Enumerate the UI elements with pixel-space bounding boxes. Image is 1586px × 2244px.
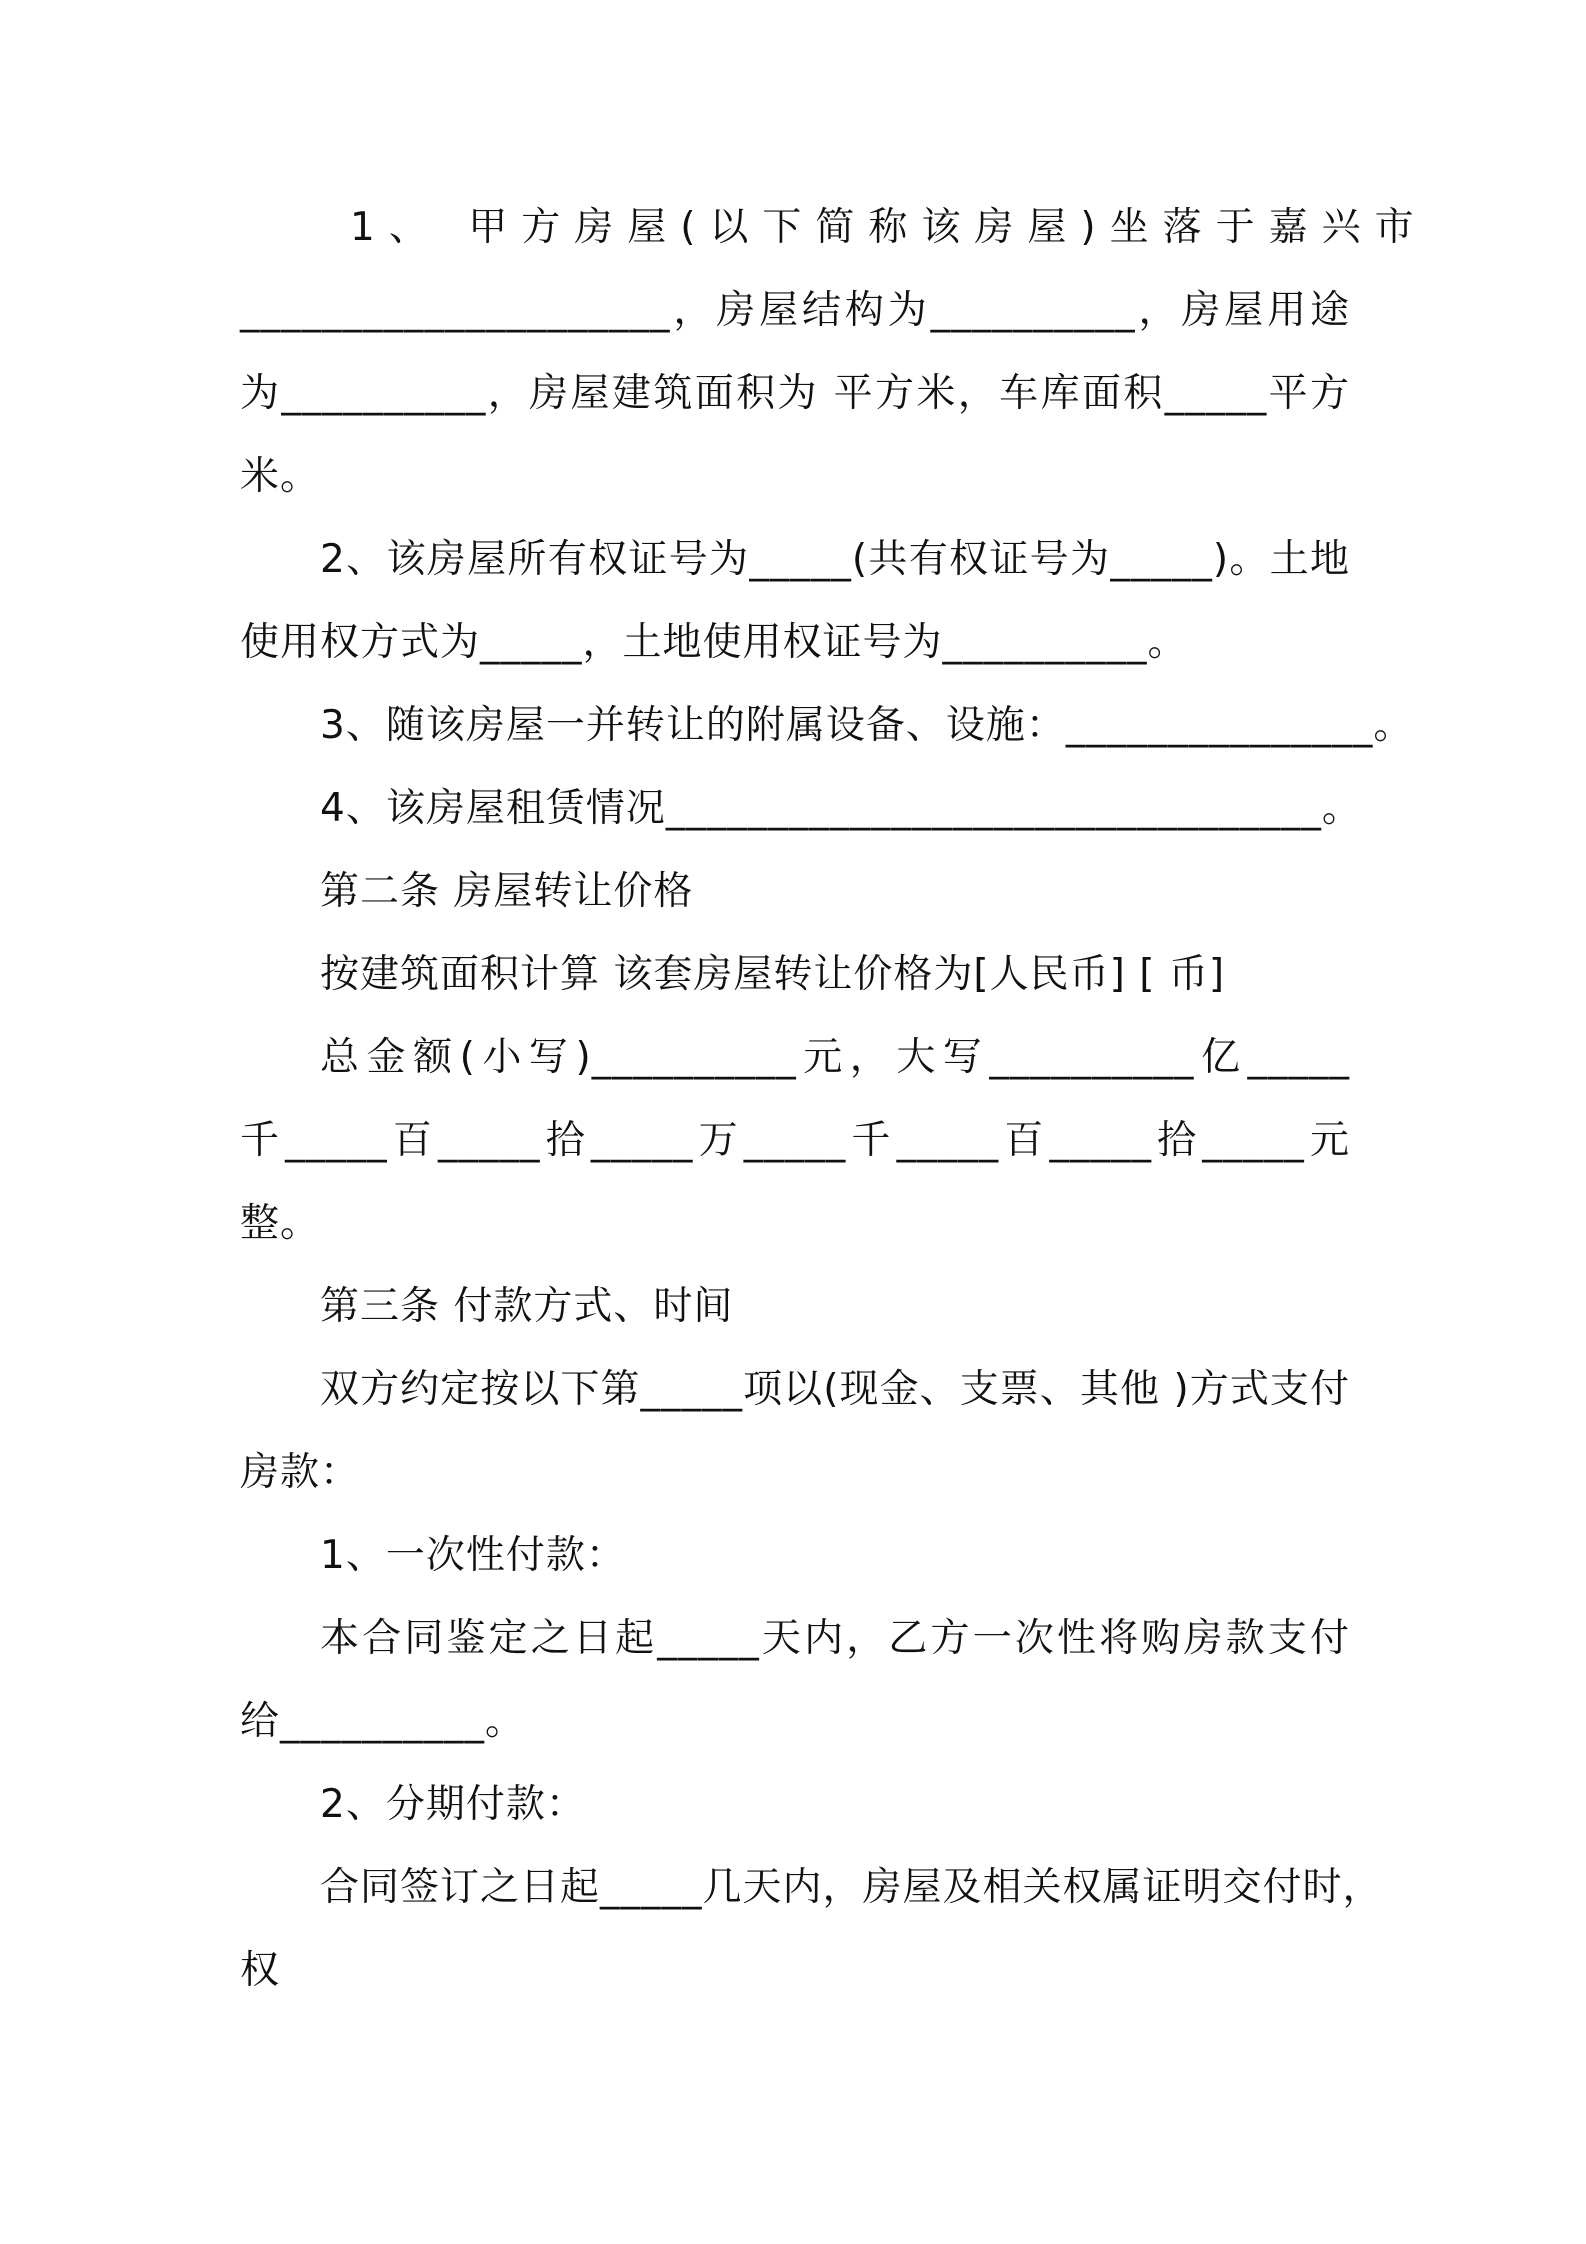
installment-line-1: 合同签订之日起_____几天内，房屋及相关权属证明交付时， <box>320 1865 1383 1910</box>
clause-3-line: 3、随该房屋一并转让的附属设备、设施：_______________。 <box>320 703 1414 748</box>
installment-heading: 2、分期付款： <box>320 1782 586 1827</box>
installment-line-2: 权 <box>240 1948 281 1993</box>
clause-2-line-2: 使用权方式为_____，土地使用权证号为__________。 <box>240 620 1188 665</box>
section-3-heading: 第三条 付款方式、时间 <box>320 1284 734 1329</box>
total-amount-line-2: 千_____百_____拾_____万_____千_____百_____拾_____元 <box>240 1118 1350 1163</box>
total-amount-line-1: 总金额(小写)__________元，大写__________亿_____ <box>320 1035 1350 1080</box>
clause-1-line-4: 米。 <box>240 454 321 499</box>
clause-2-line-1: 2、该房屋所有权证号为_____(共有权证号为_____)。土地 <box>320 537 1350 582</box>
clause-4-line: 4、该房屋租赁情况________________________________。 <box>320 786 1362 831</box>
lump-sum-heading: 1、一次性付款： <box>320 1533 626 1578</box>
lump-sum-line-2: 给__________。 <box>240 1699 526 1744</box>
total-amount-line-3: 整。 <box>240 1201 321 1246</box>
clause-1-line-1: 1、 甲方房屋(以下简称该房屋)坐落于嘉兴市 <box>350 205 1428 250</box>
payment-method-line-2: 房款： <box>240 1450 361 1495</box>
clause-1-line-3: 为__________，房屋建筑面积为 平方米，车库面积_____平方 <box>240 371 1350 416</box>
clause-1-line-2: _____________________，房屋结构为__________，房屋用途 <box>240 288 1350 333</box>
payment-method-line-1: 双方约定按以下第_____项以(现金、支票、其他 )方式支付 <box>320 1367 1350 1412</box>
lump-sum-line-1: 本合同鉴定之日起_____天内，乙方一次性将购房款支付 <box>320 1616 1350 1661</box>
price-basis-line: 按建筑面积计算 该套房屋转让价格为[人民币] [ 币] <box>320 952 1226 997</box>
section-2-heading: 第二条 房屋转让价格 <box>320 869 694 914</box>
